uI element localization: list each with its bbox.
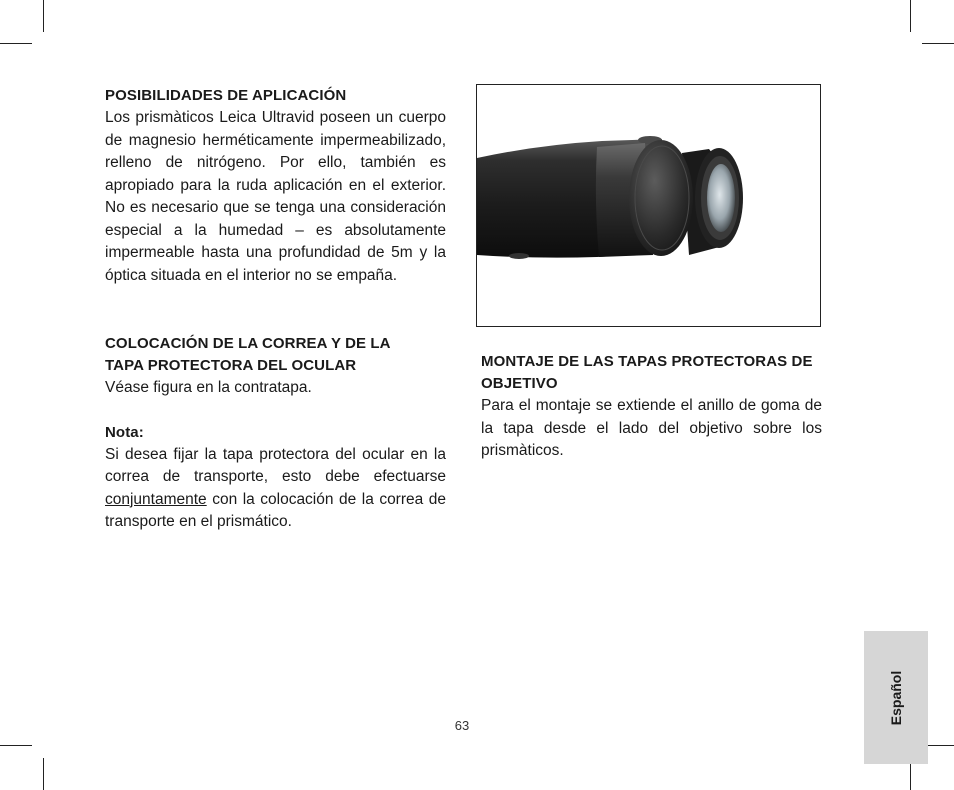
crop-mark (0, 43, 32, 44)
language-tab-label: Español (888, 670, 904, 725)
right-column (481, 351, 822, 463)
section-heading-applications: POSIBILIDADES DE APLICACIÓN (105, 87, 347, 104)
section-heading-strap-line1: COLOCACIÓN DE LA CORREA Y DE LA (105, 335, 391, 352)
section-heading-lens-caps-line1: MONTAJE DE LAS TAPAS PROTECTORAS DE (481, 353, 813, 370)
crop-mark (910, 0, 911, 32)
note-text-part2: con la colocación de la correa de transporte en el prismático. (105, 490, 446, 530)
note-underlined-word: conjuntamente (105, 490, 207, 508)
binocular-illustration (477, 85, 820, 326)
section-body-strap: Véase figura en la contratapa. (105, 379, 312, 396)
crop-mark (43, 758, 44, 790)
crop-mark (922, 43, 954, 44)
language-tab (864, 631, 928, 764)
crop-mark (43, 0, 44, 32)
left-column (105, 85, 446, 534)
page-number: 63 (454, 718, 470, 733)
note-heading: Nota: (105, 423, 144, 441)
crop-mark (0, 745, 32, 746)
section-body-applications: Los prismàticos Leica Ultravid poseen un cuerpo de magnesio herméticamente impermeabilizado, relleno de nitrógeno. Por ello, también es apropiado para la ruda aplicación en el exterior. No es necesario que se tenga una consideración especial a la humedad – es absolutamente impermeable hasta una profundidad de 5m y la óptica situada en el interior no se empaña. (105, 109, 446, 284)
section-body-lens-caps: Para el montaje se extiende el anillo de goma de la tapa desde el lado del objetivo sobre los prismàticos. (481, 397, 822, 459)
note-text-part1: Si desea fijar la tapa protectora del ocular en la correa de transporte, esto debe efectuarse (105, 445, 446, 485)
section-heading-strap-line2: TAPA PROTECTORA DEL OCULAR (105, 357, 357, 374)
binocular-figure (476, 84, 821, 327)
section-heading-lens-caps-line2: OBJETIVO (481, 375, 558, 392)
note-body (105, 444, 446, 534)
